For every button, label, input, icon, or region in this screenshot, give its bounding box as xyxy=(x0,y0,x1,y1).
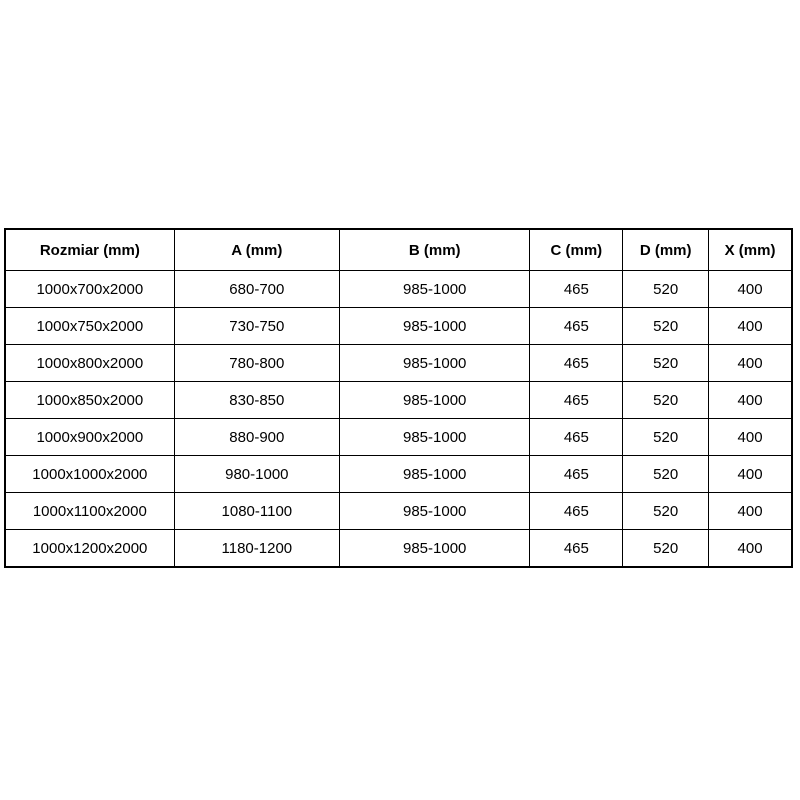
cell-x: 400 xyxy=(709,382,792,419)
cell-d: 520 xyxy=(623,271,709,308)
cell-d: 520 xyxy=(623,456,709,493)
cell-a: 980-1000 xyxy=(174,456,339,493)
cell-rozmiar: 1000x750x2000 xyxy=(5,308,174,345)
table-row xyxy=(5,382,792,419)
cell-a: 680-700 xyxy=(174,271,339,308)
header-row xyxy=(5,229,792,271)
cell-rozmiar: 1000x700x2000 xyxy=(5,271,174,308)
cell-d: 520 xyxy=(623,308,709,345)
cell-x: 400 xyxy=(709,419,792,456)
size-spec-table xyxy=(4,228,793,568)
cell-rozmiar: 1000x1000x2000 xyxy=(5,456,174,493)
cell-c: 465 xyxy=(530,308,623,345)
cell-b: 985-1000 xyxy=(339,382,529,419)
table-row xyxy=(5,308,792,345)
cell-x: 400 xyxy=(709,456,792,493)
cell-rozmiar: 1000x900x2000 xyxy=(5,419,174,456)
cell-rozmiar: 1000x800x2000 xyxy=(5,345,174,382)
cell-x: 400 xyxy=(709,345,792,382)
cell-d: 520 xyxy=(623,382,709,419)
cell-x: 400 xyxy=(709,530,792,568)
cell-c: 465 xyxy=(530,493,623,530)
cell-b: 985-1000 xyxy=(339,419,529,456)
cell-c: 465 xyxy=(530,456,623,493)
cell-d: 520 xyxy=(623,530,709,568)
cell-b: 985-1000 xyxy=(339,271,529,308)
cell-b: 985-1000 xyxy=(339,493,529,530)
table-row xyxy=(5,493,792,530)
table-row xyxy=(5,419,792,456)
cell-a: 1080-1100 xyxy=(174,493,339,530)
cell-d: 520 xyxy=(623,345,709,382)
cell-b: 985-1000 xyxy=(339,530,529,568)
table-row xyxy=(5,345,792,382)
table-row xyxy=(5,530,792,568)
cell-b: 985-1000 xyxy=(339,456,529,493)
table-row xyxy=(5,271,792,308)
cell-c: 465 xyxy=(530,345,623,382)
cell-x: 400 xyxy=(709,493,792,530)
cell-d: 520 xyxy=(623,419,709,456)
table-header-row xyxy=(5,229,792,271)
cell-a: 1180-1200 xyxy=(174,530,339,568)
cell-rozmiar: 1000x850x2000 xyxy=(5,382,174,419)
cell-a: 880-900 xyxy=(174,419,339,456)
column-header-a: A (mm) xyxy=(174,229,339,271)
cell-a: 730-750 xyxy=(174,308,339,345)
table-row xyxy=(5,456,792,493)
cell-x: 400 xyxy=(709,308,792,345)
size-spec-table-container xyxy=(4,228,793,568)
cell-b: 985-1000 xyxy=(339,345,529,382)
column-header-d: D (mm) xyxy=(623,229,709,271)
column-header-rozmiar: Rozmiar (mm) xyxy=(5,229,174,271)
column-header-c: C (mm) xyxy=(530,229,623,271)
cell-rozmiar: 1000x1100x2000 xyxy=(5,493,174,530)
table-body xyxy=(5,271,792,568)
cell-a: 780-800 xyxy=(174,345,339,382)
cell-c: 465 xyxy=(530,530,623,568)
cell-d: 520 xyxy=(623,493,709,530)
cell-x: 400 xyxy=(709,271,792,308)
cell-rozmiar: 1000x1200x2000 xyxy=(5,530,174,568)
cell-c: 465 xyxy=(530,419,623,456)
cell-c: 465 xyxy=(530,271,623,308)
column-header-x: X (mm) xyxy=(709,229,792,271)
cell-b: 985-1000 xyxy=(339,308,529,345)
cell-a: 830-850 xyxy=(174,382,339,419)
column-header-b: B (mm) xyxy=(339,229,529,271)
cell-c: 465 xyxy=(530,382,623,419)
